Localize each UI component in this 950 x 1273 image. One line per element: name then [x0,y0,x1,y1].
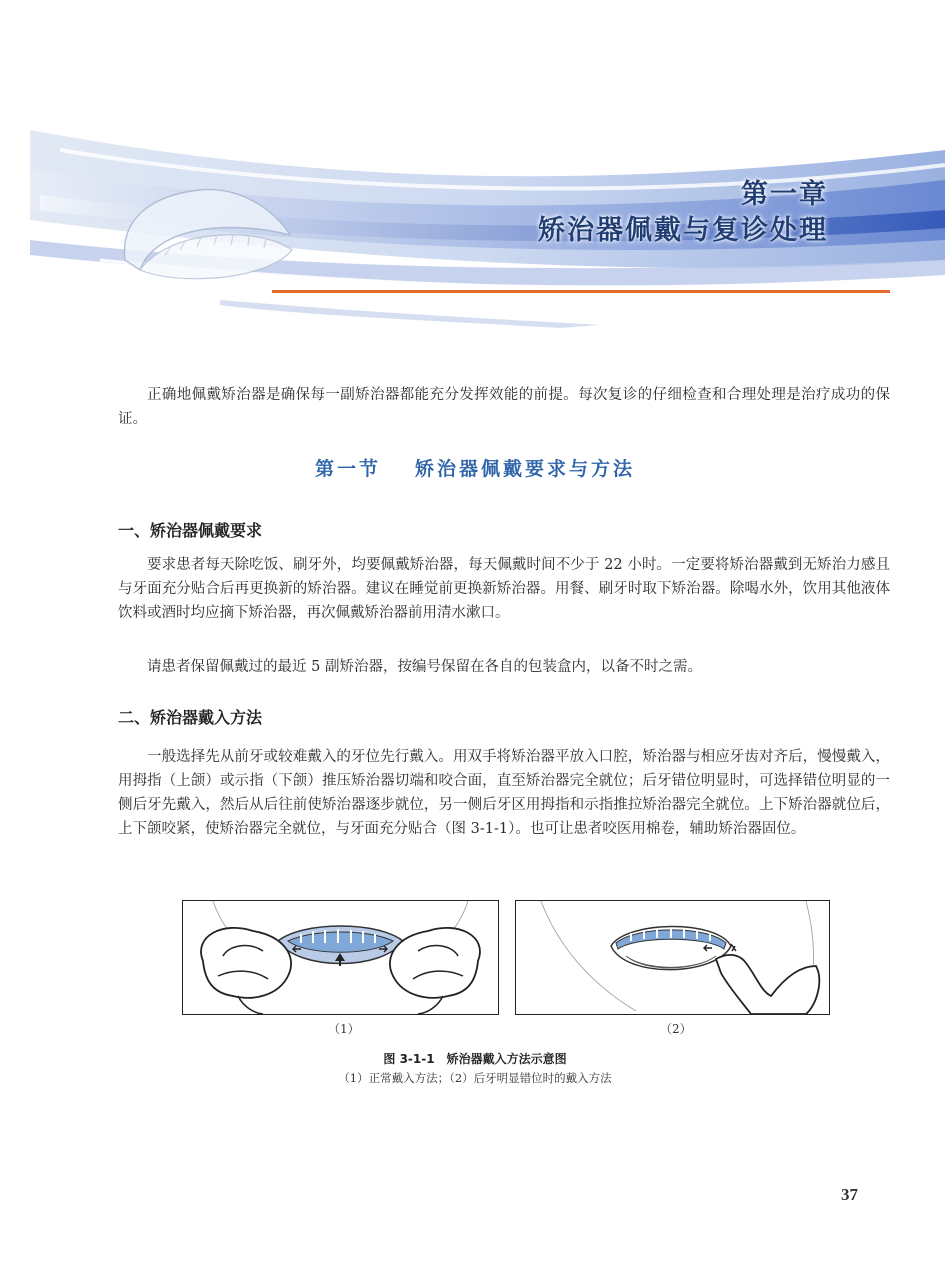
figure-label-2: （2） [660,1022,692,1036]
figure-caption: 图 3-1-1 矫治器戴入方法示意图 [383,1052,567,1066]
subsection-heading-2: 二、矫治器戴入方法 [118,708,263,727]
figure-panel-1 [182,900,499,1015]
page-number: 37 [841,1185,858,1204]
figure-label-1: （1） [328,1022,360,1036]
posterior-insertion-illustration [516,901,829,1014]
section-title [0,454,950,481]
requirements-paragraph: 要求患者每天除吃饭、刷牙外，均要佩戴矫治器，每天佩戴时间不少于 22 小时。一定要将矫治器戴到无矫治力感且与牙面充分贴合后再更换新的矫治器。建议在睡觉前更换新矫治器。用餐、刷牙时取下矫治器。除喝水外，饮用其他液体饮料或酒时均应摘下矫治器，再次佩戴矫治器前用清水漱口。 [118,557,890,621]
chapter-title: 矫治器佩戴与复诊处理 [538,215,828,246]
section-name: 矫治器佩戴要求与方法 [415,458,636,480]
section-number: 第一节 [314,458,381,480]
chapter-divider [272,290,890,293]
subsection-heading-1: 一、矫治器佩戴要求 [118,521,263,540]
insertion-method-paragraph: 一般选择先从前牙或较难戴入的牙位先行戴入。用双手将矫治器平放入口腔，矫治器与相应牙齿对齐后，慢慢戴入，用拇指（上颌）或示指（下颌）推压矫治器切端和咬合面，直至矫治器完全就位；后牙错位明显时，可选择错位明显的一侧后牙先戴入，然后从后往前使矫治器逐步就位，另一侧后牙区用拇指和示指推拉矫治器完全就位。上下矫治器就位后，上下颌咬紧，使矫治器完全就位，与牙面充分贴合（图 3-1-1）。也可让患者咬医用棉卷，辅助矫治器固位。 [118,749,890,837]
chapter-number: 第一章 [741,179,828,210]
figure-subcaption: （1）正常戴入方法；（2）后牙明显错位时的戴入方法 [338,1071,612,1085]
intro-paragraph: 正确地佩戴矫治器是确保每一副矫治器都能充分发挥效能的前提。每次复诊的仔细检查和合理处理是治疗成功的保证。 [118,387,890,427]
retention-paragraph: 请患者保留佩戴过的最近 5 副矫治器，按编号保留在各自的包装盒内，以备不时之需。 [147,659,702,675]
figure-panel-2 [515,900,830,1015]
normal-insertion-illustration [183,901,498,1014]
